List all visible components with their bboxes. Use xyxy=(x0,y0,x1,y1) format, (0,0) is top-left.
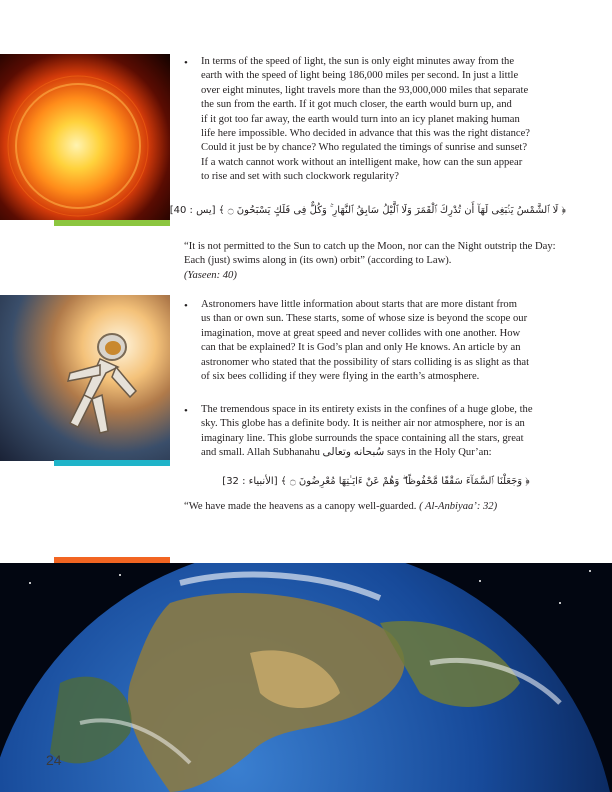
bullet-2: • xyxy=(184,300,188,312)
verse-anbiyaa-reference: ( Al-Anbiyaa’: 32) xyxy=(419,501,498,512)
cyan-accent-bar xyxy=(54,460,170,466)
verse-anbiyaa-arabic: ﴿ وَجَعَلْنَا ٱلسَّمَآءَ سَقْفًا مَّحْفُوظًا ۖ وَهُمْ عَنْ ءَايَـٰتِهَا مُعْرِضُونَ ۝ ﴾ [الأنبياء : 32] xyxy=(222,476,530,487)
sun-image xyxy=(0,54,170,220)
page-number: 24 xyxy=(46,752,62,768)
bullet-3: • xyxy=(184,405,188,417)
earth-globe-icon xyxy=(0,563,612,792)
verse-yaseen-translation: “It is not permitted to the Sun to catch up the Moon, nor can the Night outstrip the Day: Each (just) swims along in (its own) orbit” (according to Law). (Yaseen: 40) xyxy=(184,241,556,281)
bullet-1: • xyxy=(184,57,188,69)
verse-anbiyaa-translation: “We have made the heavens as a canopy well-guarded. ( Al-Anbiyaa’: 32) xyxy=(184,501,498,512)
astronaut-figure-icon xyxy=(0,295,170,461)
earth-image xyxy=(0,563,612,792)
sun-flare-icon xyxy=(0,54,170,220)
verse-yaseen-arabic: ﴿ لَا ٱلشَّمْسُ يَنۢبَغِى لَهَآ أَن تُدْرِكَ ٱلْقَمَرَ وَلَا ٱلَّيْلُ سَابِقُ ٱلنَّهَارِ ۚ وَكُلٌّ فِى فَلَكٍ يَسْبَحُونَ ۝ ﴾ [يس : 40] xyxy=(169,205,566,216)
paragraph-stars: Astronomers have little information about starts that are more distant from us than or own sun. These starts, some of whose size is beyond the scope our imagination, move at great speed and never collides with one another. How can that be explained? It is God’s plan and only He knows. An article by an astronomer who stated that the possibility of stars colliding is as slight as that of six bees colliding if they were flying in the earth’s atmosphere. xyxy=(201,299,530,383)
astronaut-image xyxy=(0,295,170,461)
verse-yaseen-reference: (Yaseen: 40) xyxy=(184,269,237,281)
paragraph-sky-globe: The tremendous space in its entirety exists in the confines of a huge globe, the sky. This globe has a definite body. It is neither air nor atmosphere, nor is an imaginary line. This globe surrounds the space containing all the stars, great and small. Allah Subhanahu سُبحانه وتعالى says in the Holy Qur’an: xyxy=(201,404,533,459)
green-accent-bar xyxy=(54,220,170,226)
paragraph-sun-distance: In terms of the speed of light, the sun is only eight minutes away from the earth with the speed of light being 186,000 miles per second. In just a little over eight minutes, light travels more than the 93,000,000 miles that separate the sun from the earth. If it got much closer, the earth would burn up, and if it got too far away, the earth would turn into an icy planet making human life here impossible. Who decided in advance that this was the right distance? Could it just be by chance? Who regulated the timings of sunrise and sunset? If a watch cannot work without an intelligent make, how can the sun appear to rise and set with such clockwork regularity? xyxy=(201,56,530,183)
